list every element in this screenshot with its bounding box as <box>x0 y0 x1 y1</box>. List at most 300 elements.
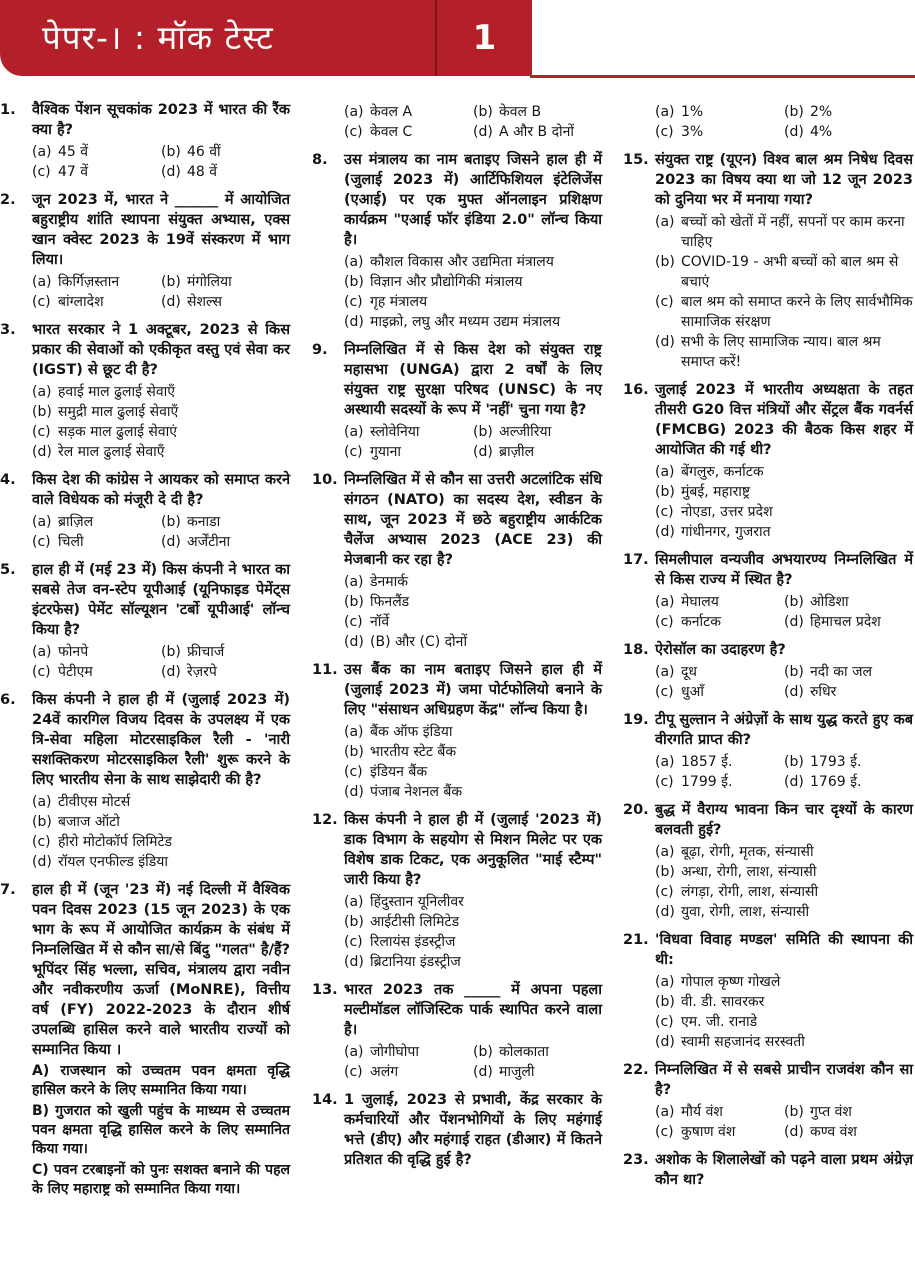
option-letter: (b) <box>344 274 364 290</box>
option-text: 2% <box>810 104 833 120</box>
answer-option <box>655 992 913 1012</box>
question-number: 4. <box>0 472 16 488</box>
answer-option <box>344 722 602 742</box>
option-text: ब्रिटानिया इंडस्ट्रीज <box>370 954 461 970</box>
option-text: कौशल विकास और उद्यमिता मंत्रालय <box>370 254 554 270</box>
question-number: 1. <box>0 102 16 118</box>
option-text: बाल श्रम को समाप्त करने के लिए सार्वभौमिक सामाजिक संरक्षण <box>681 294 913 330</box>
options-list <box>655 212 913 372</box>
option-letter: (a) <box>32 384 52 400</box>
question-header <box>0 560 290 640</box>
page-header <box>0 0 915 80</box>
question-text: उस बैंक का नाम बताइए जिसने हाल ही में (जुलाई 2023 में) जमा पोर्टफोलियो बनाने के लिए "संसाधन अधिग्रहण केंद्र" लॉन्च किया है। <box>344 662 602 718</box>
question-header <box>623 930 913 970</box>
option-text: माइक्रो, लघु और मध्यम उद्यम मंत्रालय <box>370 314 561 330</box>
question-text: संयुक्त राष्ट्र (यूएन) विश्व बाल श्रम निषेध दिवस 2023 का विषय क्या था जो 12 जून 2023 को दुनिया भर में मनाया गया? <box>655 152 913 208</box>
option-letter: (c) <box>344 444 363 460</box>
option-text: विज्ञान और प्रौद्योगिकी मंत्रालय <box>370 274 523 290</box>
option-text: 1799 ई. <box>681 774 733 790</box>
statement-paragraph: C) पवन टरबाइनों को पुनः सशक्त बनाने की पहल के लिए महाराष्ट्र को सम्मानित किया गया। <box>32 1162 290 1197</box>
answer-option <box>161 662 290 682</box>
answer-option <box>655 592 784 612</box>
question-block <box>623 150 913 372</box>
answer-option <box>161 292 290 312</box>
question-text: निम्नलिखित में से कौन सा उत्तरी अटलांटिक संधि संगठन (NATO) का सदस्य देश, स्वीडन के साथ, जून 2023 में छठे बहुराष्ट्रीय आर्कटिक चैलेंज अभ्यास 2023 (ACE 23) की मेजबानी कर रहा है? <box>344 472 602 568</box>
option-text: 1793 ई. <box>810 754 862 770</box>
option-text: रिलायंस इंडस्ट्रीज <box>370 934 456 950</box>
answer-option <box>161 512 290 532</box>
option-text: लंगड़ा, रोगी, लाश, संन्यासी <box>681 884 819 900</box>
question-block <box>623 640 913 702</box>
answer-option <box>344 1062 473 1082</box>
option-letter: (d) <box>161 664 181 680</box>
option-text: मंगोलिया <box>187 274 232 290</box>
question-number: 15. <box>623 152 649 168</box>
option-text: बूढ़ा, रोगी, मृतक, संन्यासी <box>681 844 814 860</box>
option-text: नदी का जल <box>810 664 872 680</box>
option-text: 1857 ई. <box>681 754 733 770</box>
option-text: पेटीएम <box>58 664 93 680</box>
question-block <box>0 470 290 552</box>
option-letter: (d) <box>473 1064 493 1080</box>
answer-option <box>344 272 602 292</box>
options-list <box>655 842 913 922</box>
options-list <box>32 382 290 462</box>
answer-option <box>32 792 290 812</box>
option-letter: (b) <box>784 754 804 770</box>
answer-option <box>344 102 473 122</box>
question-header <box>623 380 913 460</box>
answer-option <box>655 842 913 862</box>
question-header <box>0 190 290 270</box>
option-letter: (b) <box>784 664 804 680</box>
column-3 <box>623 100 913 1198</box>
answer-option <box>344 422 473 442</box>
option-text: हवाई माल ढुलाई सेवाएँ <box>58 384 176 400</box>
option-text: फोनपे <box>58 644 89 660</box>
option-letter: (a) <box>344 104 364 120</box>
option-letter: (b) <box>655 864 675 880</box>
option-text: मेघालय <box>681 594 719 610</box>
options-list <box>655 592 913 632</box>
option-letter: (a) <box>32 514 52 530</box>
question-number: 11. <box>312 662 338 678</box>
option-letter: (c) <box>655 774 674 790</box>
answer-option <box>32 292 161 312</box>
option-text: केवल B <box>499 104 542 120</box>
answer-option <box>344 612 602 632</box>
answer-option <box>32 272 161 292</box>
question-header <box>0 690 290 790</box>
question-header <box>312 980 602 1040</box>
option-letter: (d) <box>655 1034 675 1050</box>
option-text: नोएडा, उत्तर प्रदेश <box>681 504 773 520</box>
option-text: अल्जीरिया <box>499 424 552 440</box>
option-text: मौर्य वंश <box>681 1104 723 1120</box>
option-text: एम. जी. रानाडे <box>681 1014 758 1030</box>
option-letter: (d) <box>344 634 364 650</box>
option-letter: (d) <box>655 334 675 350</box>
question-header <box>312 1090 602 1170</box>
option-letter: (c) <box>32 534 51 550</box>
option-letter: (a) <box>344 724 364 740</box>
column-2 <box>312 100 602 1178</box>
option-letter: (d) <box>784 1124 804 1140</box>
option-text: फिनलैंड <box>370 594 410 610</box>
option-letter: (b) <box>32 404 52 420</box>
question-number: 13. <box>312 982 338 998</box>
question-block <box>312 102 602 142</box>
question-header <box>0 100 290 140</box>
option-letter: (b) <box>161 144 181 160</box>
option-letter: (c) <box>655 1014 674 1030</box>
option-letter: (d) <box>32 444 52 460</box>
question-header <box>0 880 290 1060</box>
option-letter: (d) <box>344 314 364 330</box>
question-text: सिमलीपाल वन्यजीव अभयारण्य निम्नलिखित में से किस राज्य में स्थित है? <box>655 552 913 588</box>
options-list <box>32 512 290 552</box>
column-1 <box>0 100 290 1207</box>
option-text: गुप्त वंश <box>810 1104 852 1120</box>
answer-option <box>784 612 913 632</box>
question-number: 5. <box>0 562 16 578</box>
question-number: 21. <box>623 932 649 948</box>
option-text: गोपाल कृष्ण गोखले <box>681 974 781 990</box>
answer-option <box>655 902 913 922</box>
answer-option <box>32 512 161 532</box>
question-number: 3. <box>0 322 16 338</box>
answer-option <box>32 662 161 682</box>
answer-option <box>32 852 290 872</box>
answer-option <box>655 292 913 332</box>
option-text: बांग्लादेश <box>58 294 104 310</box>
option-text: 3% <box>681 124 704 140</box>
option-letter: (a) <box>655 974 675 990</box>
option-letter: (c) <box>32 294 51 310</box>
option-letter: (a) <box>32 144 52 160</box>
options-list <box>344 1042 602 1082</box>
question-block <box>623 930 913 1052</box>
question-header <box>312 470 602 570</box>
option-letter: (b) <box>161 514 181 530</box>
option-letter: (a) <box>32 274 52 290</box>
option-text: रॉयल एनफील्ड इंडिया <box>58 854 169 870</box>
answer-option <box>473 122 602 142</box>
answer-option <box>344 742 602 762</box>
question-block <box>0 560 290 682</box>
option-text: हिमाचल प्रदेश <box>810 614 881 630</box>
question-block <box>623 102 913 142</box>
option-text: कण्व वंश <box>810 1124 857 1140</box>
question-text: निम्नलिखित में से किस देश को संयुक्त राष्ट्र महासभा (UNGA) द्वारा 2 वर्षों के लिए संयुक्त राष्ट्र सुरक्षा परिषद (UNSC) के नए अस्थायी सदस्यों के रूप में 'नहीं' चुना गया है? <box>344 342 602 418</box>
options-list <box>655 662 913 702</box>
option-text: 1769 ई. <box>810 774 862 790</box>
answer-option <box>32 382 290 402</box>
option-letter: (c) <box>32 164 51 180</box>
option-text: ब्राज़िल <box>58 514 94 530</box>
option-text: ब्राज़ील <box>499 444 535 460</box>
options-list <box>32 642 290 682</box>
question-block <box>0 690 290 872</box>
option-text: इंडियन बैंक <box>370 764 428 780</box>
option-letter: (b) <box>473 104 493 120</box>
answer-option <box>784 592 913 612</box>
answer-option <box>655 102 784 122</box>
answer-option <box>344 782 602 802</box>
question-number: 12. <box>312 812 338 828</box>
option-letter: (b) <box>473 1044 493 1060</box>
options-list <box>344 722 602 802</box>
answer-option <box>655 752 784 772</box>
option-text: वी. डी. सावरकर <box>681 994 765 1010</box>
options-list <box>344 892 602 972</box>
option-letter: (d) <box>32 854 52 870</box>
options-list <box>344 572 602 652</box>
option-text: 4% <box>810 124 833 140</box>
option-text: युवा, रोगी, लाश, संन्यासी <box>681 904 810 920</box>
header-rule <box>530 75 915 78</box>
answer-option <box>161 642 290 662</box>
option-text: सेशल्स <box>187 294 222 310</box>
option-text: 1% <box>681 104 704 120</box>
answer-option <box>784 662 913 682</box>
option-letter: (b) <box>784 104 804 120</box>
option-letter: (c) <box>344 764 363 780</box>
option-text: 46 वीं <box>187 144 221 160</box>
option-letter: (c) <box>655 684 674 700</box>
statement-paragraph: A) राजस्थान को उच्चतम पवन क्षमता वृद्धि हासिल करने के लिए सम्मानित किया गया। <box>32 1063 290 1098</box>
answer-option <box>784 772 913 792</box>
header-title-banner <box>0 0 435 76</box>
option-letter: (b) <box>784 594 804 610</box>
question-number: 14. <box>312 1092 338 1108</box>
option-text: रुधिर <box>810 684 837 700</box>
option-letter: (b) <box>344 914 364 930</box>
option-letter: (d) <box>784 124 804 140</box>
option-letter: (b) <box>655 994 675 1010</box>
answer-option <box>32 832 290 852</box>
option-letter: (b) <box>784 1104 804 1120</box>
question-text: निम्नलिखित में से सबसे प्राचीन राजवंश कौन सा है? <box>655 1062 913 1098</box>
option-letter: (b) <box>344 744 364 760</box>
answer-option <box>784 1102 913 1122</box>
question-number: 2. <box>0 192 16 208</box>
question-header <box>623 640 913 660</box>
option-text: हीरो मोटोकॉर्प लिमिटेड <box>58 834 172 850</box>
question-number: 10. <box>312 472 338 488</box>
answer-option <box>655 122 784 142</box>
answer-option <box>344 952 602 972</box>
option-text: 48 वें <box>187 164 218 180</box>
option-letter: (d) <box>655 524 675 540</box>
answer-option <box>32 812 290 832</box>
option-letter: (c) <box>655 124 674 140</box>
options-list <box>655 1102 913 1142</box>
question-text: भारत 2023 तक _____ में अपना पहला मल्टीमॉडल लॉजिस्टिक पार्क स्थापित करने वाला है। <box>344 982 602 1038</box>
answer-option <box>473 1042 602 1062</box>
option-text: कुषाण वंश <box>681 1124 736 1140</box>
question-number: 18. <box>623 642 649 658</box>
answer-option <box>32 442 290 462</box>
option-letter: (b) <box>161 644 181 660</box>
option-letter: (d) <box>655 904 675 920</box>
option-letter: (c) <box>344 614 363 630</box>
options-list <box>344 102 602 142</box>
option-text: A और B दोनों <box>499 124 575 140</box>
answer-option <box>32 162 161 182</box>
options-list <box>655 102 913 142</box>
question-header <box>0 470 290 510</box>
option-letter: (b) <box>473 424 493 440</box>
answer-option <box>344 252 602 272</box>
option-letter: (a) <box>32 644 52 660</box>
answer-option <box>655 252 913 292</box>
answer-option <box>655 1012 913 1032</box>
options-list <box>32 142 290 182</box>
option-letter: (a) <box>344 574 364 590</box>
answer-option <box>473 442 602 462</box>
option-letter: (a) <box>344 424 364 440</box>
answer-option <box>473 422 602 442</box>
answer-option <box>655 862 913 882</box>
answer-option <box>32 402 290 422</box>
question-number: 8. <box>312 152 328 168</box>
options-list <box>32 792 290 872</box>
answer-option <box>655 502 913 522</box>
option-text: भारतीय स्टेट बैंक <box>370 744 457 760</box>
question-text: उस मंत्रालय का नाम बताइए जिसने हाल ही में (जुलाई 2023 में) आर्टिफिशियल इंटेलिजेंस (एआई) पर एक मुफ्त ऑनलाइन प्रशिक्षण कार्यक्रम "एआई फॉर इंडिया 2.0" लॉन्च किया है। <box>344 152 602 248</box>
option-text: जोगीघोपा <box>370 1044 419 1060</box>
option-text: फ्रीचार्ज <box>187 644 225 660</box>
option-letter: (a) <box>655 104 675 120</box>
answer-option <box>344 912 602 932</box>
question-number: 7. <box>0 882 16 898</box>
option-text: डेनमार्क <box>370 574 409 590</box>
answer-option <box>344 1042 473 1062</box>
option-text: सड़क माल ढुलाई सेवाएं <box>58 424 178 440</box>
option-letter: (c) <box>655 1124 674 1140</box>
question-block <box>312 340 602 462</box>
answer-option <box>655 332 913 372</box>
option-letter: (c) <box>32 424 51 440</box>
answer-option <box>32 532 161 552</box>
test-number: 1 <box>435 0 532 76</box>
option-text: किर्गिज़स्तान <box>58 274 120 290</box>
option-letter: (b) <box>32 814 52 830</box>
answer-option <box>784 102 913 122</box>
answer-option <box>344 932 602 952</box>
option-text: अर्जेंटीना <box>187 534 231 550</box>
option-letter: (a) <box>32 794 52 810</box>
option-letter: (c) <box>655 614 674 630</box>
question-block <box>312 1090 602 1170</box>
question-text: टीपू सुल्तान ने अंग्रेज़ों के साथ युद्ध करते हुए कब वीरगति प्राप्त की? <box>655 712 913 748</box>
options-list <box>32 272 290 312</box>
answer-option <box>655 772 784 792</box>
option-letter: (a) <box>344 254 364 270</box>
option-letter: (c) <box>344 124 363 140</box>
option-text: गुयाना <box>370 444 402 460</box>
option-letter: (c) <box>344 934 363 950</box>
question-block <box>623 800 913 922</box>
answer-option <box>655 1102 784 1122</box>
answer-option <box>784 122 913 142</box>
question-number: 16. <box>623 382 649 398</box>
options-list <box>344 422 602 462</box>
answer-option <box>344 572 602 592</box>
option-text: बच्चों को खेतों में नहीं, सपनों पर काम करना चाहिए <box>681 214 905 250</box>
option-letter: (a) <box>655 594 675 610</box>
question-block <box>312 980 602 1082</box>
option-letter: (d) <box>161 294 181 310</box>
option-letter: (d) <box>784 684 804 700</box>
options-list <box>344 252 602 332</box>
option-letter: (a) <box>655 664 675 680</box>
question-block <box>312 810 602 972</box>
option-text: स्लोवेनिया <box>370 424 420 440</box>
options-list <box>655 462 913 542</box>
answer-option <box>344 122 473 142</box>
answer-option <box>161 162 290 182</box>
answer-option <box>473 1062 602 1082</box>
statement-paragraph: B) गुजरात को खुली पहुंच के माध्यम से उच्चतम पवन क्षमता वृद्धि हासिल करने के लिए सम्मानित किया गया। <box>32 1103 290 1157</box>
answer-option <box>161 532 290 552</box>
option-text: अन्धा, रोगी, लाश, संन्यासी <box>681 864 817 880</box>
answer-option <box>655 482 913 502</box>
question-number: 19. <box>623 712 649 728</box>
option-text: चिली <box>58 534 84 550</box>
question-block <box>623 550 913 632</box>
option-letter: (d) <box>784 614 804 630</box>
option-text: रेल माल ढुलाई सेवाएँ <box>58 444 165 460</box>
question-number: 6. <box>0 692 16 708</box>
option-text: (B) और (C) दोनों <box>370 634 468 650</box>
option-letter: (b) <box>161 274 181 290</box>
option-letter: (b) <box>655 254 675 270</box>
question-number: 22. <box>623 1062 649 1078</box>
option-text: ओडिशा <box>810 594 849 610</box>
question-block <box>0 100 290 182</box>
option-text: नॉर्वे <box>370 614 390 630</box>
question-block <box>312 150 602 332</box>
answer-option <box>344 762 602 782</box>
option-text: बजाज ऑटो <box>58 814 120 830</box>
option-letter: (c) <box>655 884 674 900</box>
answer-option <box>344 442 473 462</box>
option-letter: (a) <box>344 1044 364 1060</box>
option-text: सभी के लिए सामाजिक न्याय। बाल श्रम समाप्त करें! <box>681 334 881 370</box>
option-letter: (a) <box>655 754 675 770</box>
option-letter: (c) <box>655 294 674 310</box>
answer-option <box>655 522 913 542</box>
question-text: किस देश की कांग्रेस ने आयकर को समाप्त करने वाले विधेयक को मंजूरी दे दी है? <box>32 472 290 508</box>
option-letter: (b) <box>655 484 675 500</box>
answer-option <box>32 142 161 162</box>
question-text: किस कंपनी ने हाल ही में (जुलाई '2023 में) डाक विभाग के सहयोग से मिशन मिलेट पर एक विशेष डाक टिकट, एक अनुकूलित "माई स्टैम्प" जारी किया है? <box>344 812 602 888</box>
question-text: ऐरोसॉल का उदाहरण है? <box>655 642 786 658</box>
option-text: टीवीएस मोटर्स <box>58 794 131 810</box>
option-letter: (c) <box>655 504 674 520</box>
option-letter: (d) <box>344 784 364 800</box>
answer-option <box>32 422 290 442</box>
option-letter: (c) <box>32 664 51 680</box>
answer-option <box>655 462 913 482</box>
option-text: धुआँ <box>681 684 704 700</box>
answer-option <box>344 592 602 612</box>
option-text: हिंदुस्तान यूनिलीवर <box>370 894 464 910</box>
option-text: कर्नाटक <box>681 614 721 630</box>
option-text: समुद्री माल ढुलाई सेवाएँ <box>58 404 179 420</box>
